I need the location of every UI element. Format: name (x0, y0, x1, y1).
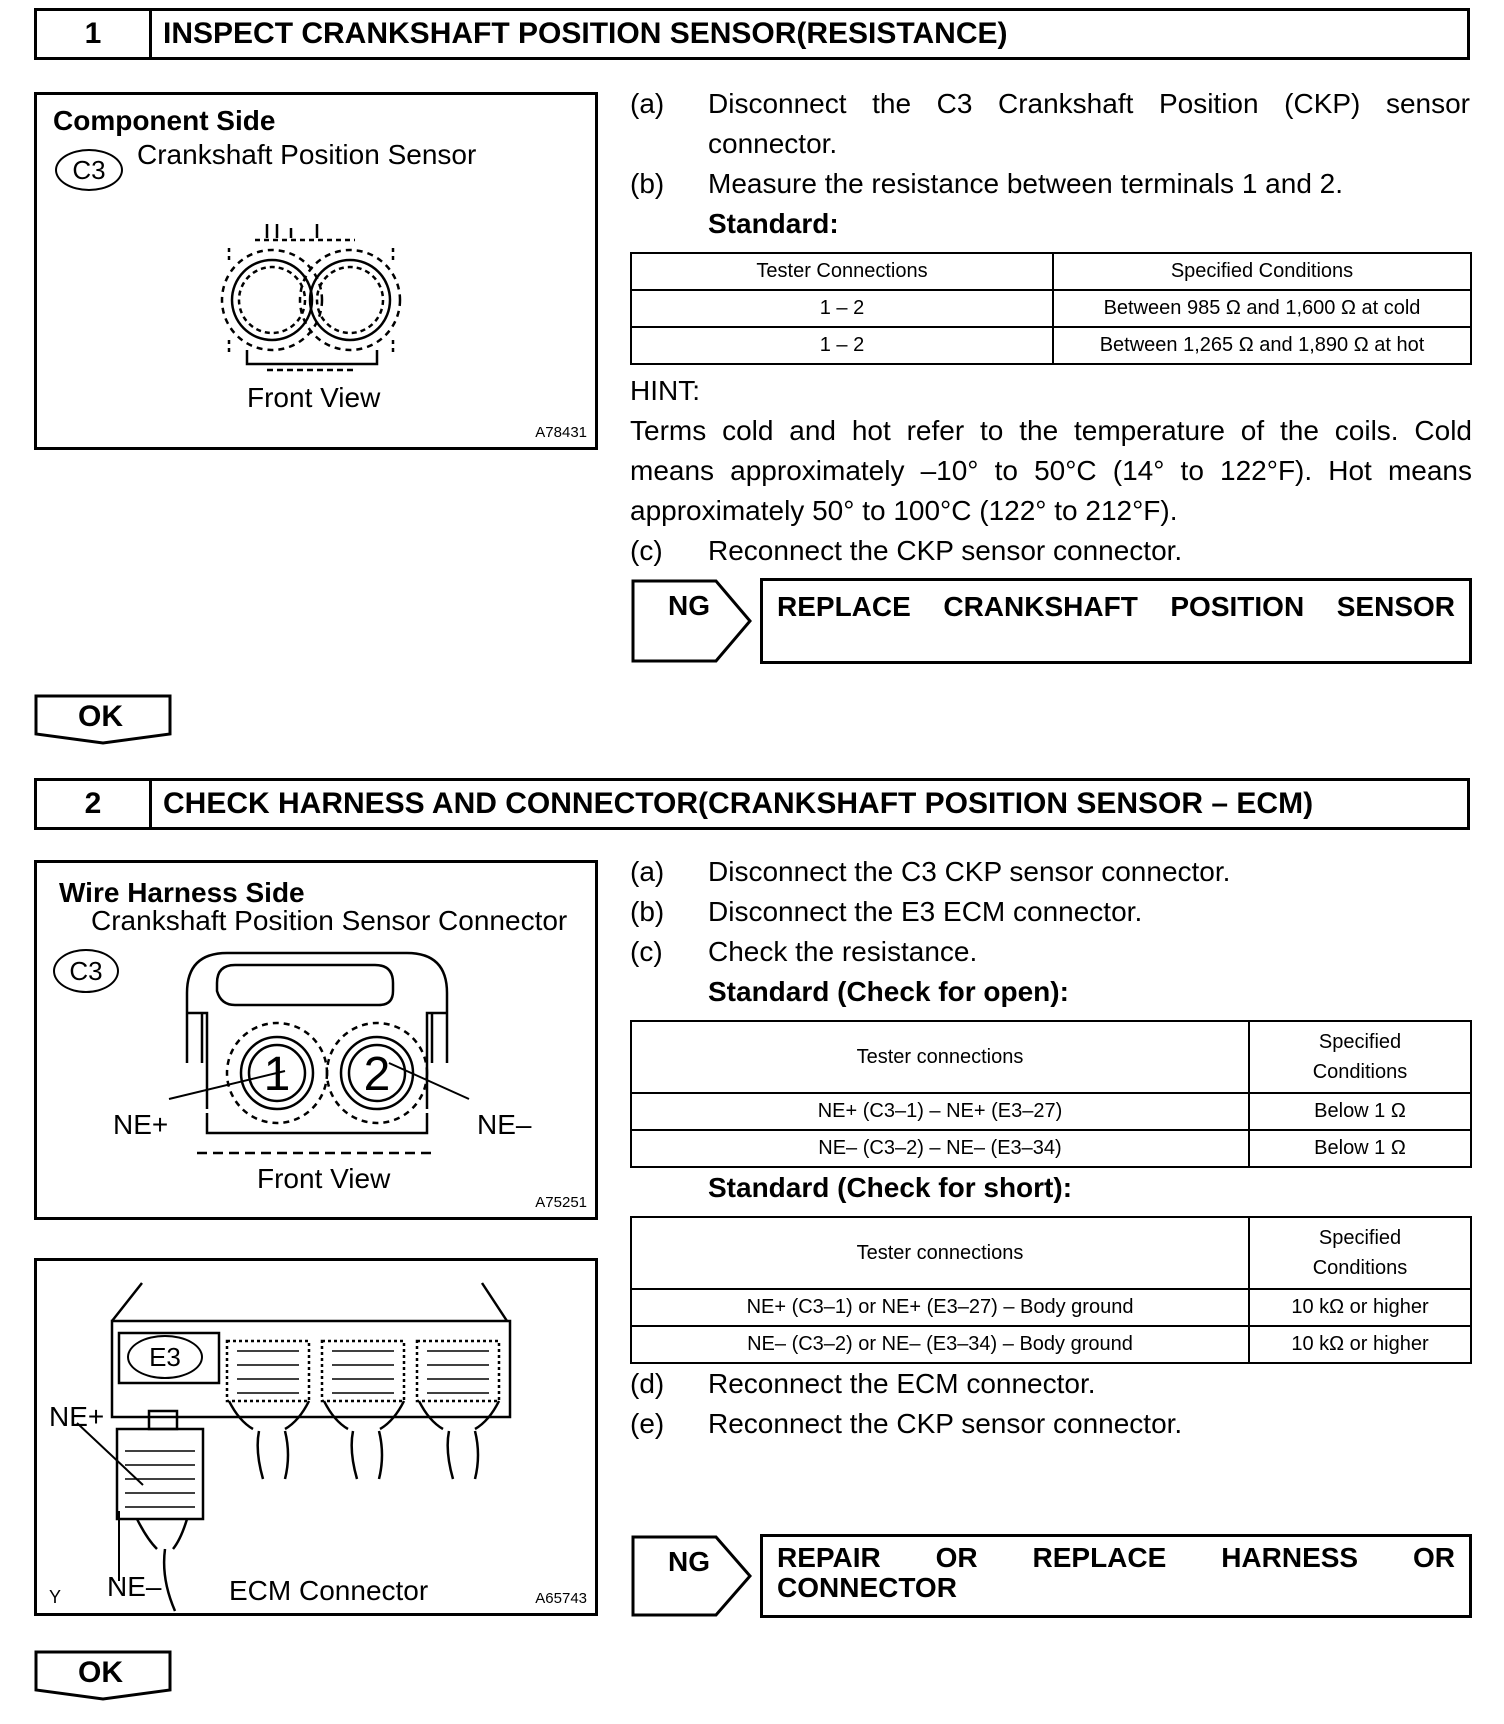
ne-minus-label: NE– (107, 1571, 162, 1602)
pin-1-label: 1 (263, 1048, 291, 1101)
component-side-figure (34, 92, 598, 450)
table-cell: Between 1,265 Ω and 1,890 Ω at hot (1053, 327, 1471, 364)
step-title: CHECK HARNESS AND CONNECTOR(CRANKSHAFT POSITION SENSOR – ECM) (163, 787, 1314, 820)
figure-id: A65743 (535, 1590, 587, 1607)
ng-action-word: OR (935, 1542, 978, 1573)
connector-name: Crankshaft Position Sensor Connector (91, 905, 568, 936)
ok-label: OK (78, 1656, 123, 1689)
figure-id: A75251 (535, 1194, 587, 1211)
header-line: Specified (1318, 1031, 1402, 1053)
table-cell: NE+ (C3–1) or NE+ (E3–27) – Body ground (631, 1289, 1249, 1326)
table-header (1249, 1217, 1471, 1289)
instruction-a-line2: connector. (708, 128, 838, 159)
table-cell: 1 – 2 (631, 290, 1053, 327)
table-header: Tester connections (631, 1217, 1249, 1289)
instruction-b-text: Measure the resistance between terminals 1 and 2. (708, 168, 1344, 199)
connector-code-badge: C3 (53, 949, 119, 993)
instruction-a-text: Disconnect the C3 CKP sensor connector. (708, 856, 1231, 887)
table-header: Tester Connections (631, 253, 1053, 290)
ng-label: NG (668, 1546, 710, 1577)
figure-caption: ECM Connector (229, 1575, 429, 1606)
table-row (631, 1130, 1471, 1167)
instruction-b-label: (b) (630, 896, 665, 927)
standard-short-label: Standard (Check for short): (708, 1172, 1073, 1203)
table-cell: 1 – 2 (631, 327, 1053, 364)
ng-action-line1 (777, 1543, 1455, 1573)
ne-plus-label: NE+ (113, 1109, 169, 1140)
table-cell: NE– (C3–2) – NE– (E3–34) (631, 1130, 1249, 1167)
hint-line3: approximately 50° to 100°C (122° to 212°F). (630, 495, 1178, 526)
ng-action-word: OR (1413, 1542, 1455, 1573)
ecm-connector-drawing (37, 1261, 597, 1613)
table-cell: NE+ (C3–1) – NE+ (E3–27) (631, 1093, 1249, 1130)
ng-action-word: REPAIR (777, 1542, 881, 1573)
table-row (631, 1326, 1471, 1363)
short-check-table (630, 1216, 1472, 1364)
ng-label: NG (668, 590, 710, 621)
figure-heading: Component Side (53, 105, 276, 136)
pin-2-label: 2 (363, 1048, 391, 1101)
table-row (631, 1093, 1471, 1130)
figure-heading: Wire Harness Side (59, 877, 305, 908)
table-cell: Between 985 Ω and 1,600 Ω at cold (1053, 290, 1471, 327)
table-cell: Below 1 Ω (1249, 1130, 1471, 1167)
step-title: INSPECT CRANKSHAFT POSITION SENSOR(RESISTANCE) (163, 17, 1008, 50)
instruction-b-label: (b) (630, 168, 665, 199)
instruction-a-line1: Disconnect the C3 Crankshaft Position (CKP) sensor (708, 88, 1470, 119)
table-cell: 10 kΩ or higher (1249, 1289, 1471, 1326)
standard-label: Standard: (708, 208, 839, 239)
instruction-e-text: Reconnect the CKP sensor connector. (708, 1408, 1183, 1439)
header-line: Conditions (1312, 1257, 1408, 1279)
hint-label: HINT: (630, 375, 700, 406)
ne-minus-label: NE– (477, 1109, 532, 1140)
ng-action-line2: CONNECTOR (777, 1572, 957, 1603)
hint-line1: Terms cold and hot refer to the temperature of the coils. Cold (630, 415, 1472, 446)
table-cell: NE– (C3–2) or NE– (E3–34) – Body ground (631, 1326, 1249, 1363)
instruction-a-label: (a) (630, 856, 665, 887)
ecm-connector-figure (34, 1258, 598, 1616)
ng-action-box (760, 1534, 1472, 1618)
table-cell: 10 kΩ or higher (1249, 1326, 1471, 1363)
wire-harness-figure (34, 860, 598, 1220)
view-label: Front View (257, 1163, 391, 1194)
instruction-c-text: Check the resistance. (708, 936, 978, 967)
ng-action-word: REPLACE (1032, 1542, 1167, 1573)
connector-name: Crankshaft Position Sensor (137, 139, 477, 170)
figure-id: A78431 (535, 424, 587, 441)
connector-code-badge: E3 (127, 1335, 203, 1379)
ng-action-box (760, 578, 1472, 664)
table-row (631, 1289, 1471, 1326)
instruction-c-text: Reconnect the CKP sensor connector. (708, 535, 1183, 566)
instruction-e-label: (e) (630, 1408, 665, 1439)
instruction-a-label: (a) (630, 88, 665, 119)
table-header (1249, 1021, 1471, 1093)
standard-open-label: Standard (Check for open): (708, 976, 1069, 1007)
open-check-table (630, 1020, 1472, 1168)
ok-label: OK (78, 700, 123, 733)
step-1-header (34, 8, 1470, 60)
corner-mark: Y (49, 1587, 62, 1607)
table-header: Tester connections (631, 1021, 1249, 1093)
sensor-connector-drawing (207, 210, 467, 450)
instruction-b-text: Disconnect the E3 ECM connector. (708, 896, 1143, 927)
header-line: Conditions (1312, 1061, 1408, 1083)
instruction-c-label: (c) (630, 535, 663, 566)
view-label: Front View (247, 382, 381, 413)
table-header: Specified Conditions (1053, 253, 1471, 290)
hint-line2: means approximately –10° to 50°C (14° to 122°F). Hot means (630, 455, 1472, 486)
header-line: Specified (1318, 1227, 1402, 1249)
instruction-d-label: (d) (630, 1368, 665, 1399)
instruction-c-label: (c) (630, 936, 663, 967)
step-2-header (34, 778, 1470, 830)
table-cell: Below 1 Ω (1249, 1093, 1471, 1130)
table-row (631, 290, 1471, 327)
resistance-spec-table (630, 252, 1472, 365)
ne-plus-label: NE+ (49, 1401, 105, 1432)
table-row (631, 327, 1471, 364)
ng-action-text: REPLACE CRANKSHAFT POSITION SENSOR (777, 591, 1455, 622)
ng-action-word: HARNESS (1221, 1542, 1359, 1573)
step-number: 1 (37, 11, 152, 57)
step-number: 2 (37, 781, 152, 827)
instruction-d-text: Reconnect the ECM connector. (708, 1368, 1096, 1399)
connector-code-badge: C3 (55, 149, 123, 191)
